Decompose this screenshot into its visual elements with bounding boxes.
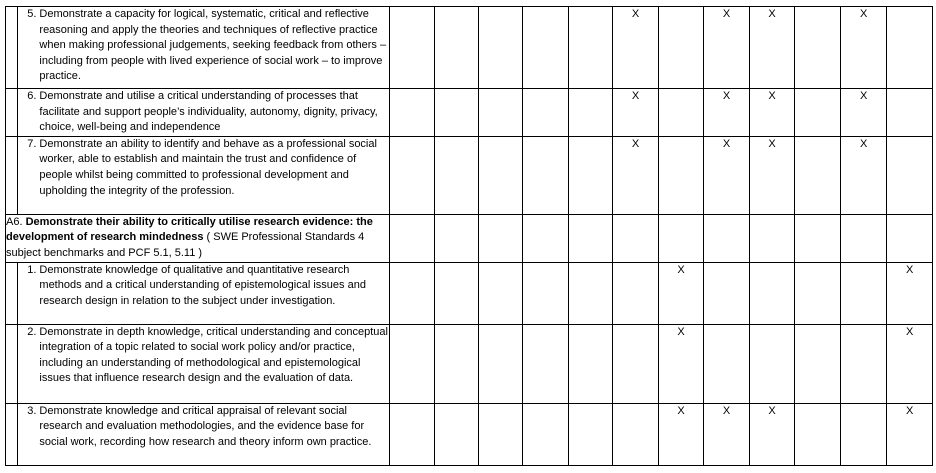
outcome-number: 1. [27, 263, 37, 276]
mapping-cell [887, 7, 933, 89]
outcome-description [18, 324, 389, 403]
mapping-cell [795, 136, 841, 214]
mapping-cell [435, 89, 478, 137]
outcome-number: 7. [27, 137, 37, 150]
mapping-cell [435, 324, 478, 403]
mapping-cell [795, 403, 841, 465]
mapping-cell [658, 214, 704, 262]
mapping-cell [478, 7, 522, 89]
mapping-cell [568, 7, 612, 89]
indent-cell [6, 324, 18, 403]
mapping-cell [389, 89, 435, 137]
outcome-description [18, 89, 389, 137]
mapping-cell [613, 262, 659, 324]
mapping-cell [389, 7, 435, 89]
mapping-cell: X [887, 403, 933, 465]
mapping-cell: X [704, 136, 750, 214]
mapping-cell [749, 214, 795, 262]
mapping-cell [749, 324, 795, 403]
mapping-cell: X [613, 89, 659, 137]
mapping-cell [523, 403, 569, 465]
outcome-number: 2. [27, 325, 37, 338]
section-title: Demonstrate their ability to critically utilise research evidence: the development of research mindedness [6, 215, 373, 244]
outcome-text: Demonstrate a capacity for logical, systematic, critical and reflective reasoning and apply the theories and techniques of reflective practice when making professional judgements, seeking feedback from others – including from people with lived experience of social work – to improve practice. [39, 8, 387, 83]
indent-cell [6, 262, 18, 324]
mapping-cell [568, 262, 612, 324]
mapping-cell [840, 262, 887, 324]
mapping-cell [887, 89, 933, 137]
outcome-description [18, 7, 389, 89]
section-heading [6, 214, 390, 262]
mapping-cell [435, 214, 478, 262]
outcome-number: 6. [27, 90, 37, 102]
mapping-cell [435, 7, 478, 89]
mapping-cell [478, 262, 522, 324]
mapping-cell [523, 7, 569, 89]
mapping-cell [478, 324, 522, 403]
mapping-cell [389, 136, 435, 214]
outcome-description [18, 136, 389, 214]
mapping-cell [658, 7, 704, 89]
mapping-cell [568, 89, 612, 137]
mapping-cell [389, 214, 435, 262]
outcome-row [6, 262, 933, 324]
mapping-cell [523, 324, 569, 403]
mapping-cell: X [840, 89, 887, 137]
mapping-cell [523, 89, 569, 137]
indent-cell [6, 7, 18, 89]
mapping-cell: X [887, 262, 933, 324]
mapping-cell: X [658, 403, 704, 465]
learning-outcomes-mapping-table [5, 6, 933, 466]
mapping-cell: X [840, 136, 887, 214]
outcome-row [6, 136, 933, 214]
indent-cell [6, 89, 18, 137]
mapping-cell [435, 262, 478, 324]
mapping-cell [478, 214, 522, 262]
mapping-cell [389, 324, 435, 403]
mapping-cell: X [749, 7, 795, 89]
mapping-cell [478, 89, 522, 137]
mapping-cell [749, 262, 795, 324]
outcome-number: 3. [27, 404, 37, 417]
mapping-cell [435, 136, 478, 214]
mapping-cell [613, 403, 659, 465]
indent-cell [6, 403, 18, 465]
mapping-cell [568, 214, 612, 262]
mapping-cell [840, 214, 887, 262]
mapping-cell [795, 262, 841, 324]
outcome-description [18, 403, 389, 465]
mapping-cell: X [658, 262, 704, 324]
mapping-cell: X [613, 136, 659, 214]
mapping-cell [389, 262, 435, 324]
mapping-cell: X [840, 7, 887, 89]
mapping-cell [658, 136, 704, 214]
mapping-cell: X [704, 403, 750, 465]
mapping-cell [704, 324, 750, 403]
mapping-cell [840, 324, 887, 403]
mapping-cell: X [658, 324, 704, 403]
mapping-cell: X [749, 136, 795, 214]
outcome-text: Demonstrate knowledge of qualitative and quantitative research methods and a critical understanding of epistemological issues and research design in relation to the subject under investigation. [39, 263, 366, 307]
mapping-cell: X [704, 7, 750, 89]
outcome-row [6, 403, 933, 465]
mapping-cell [887, 136, 933, 214]
section-reference: ( SWE Professional Standards 4 subject benchmarks and PCF 5.1, 5.11 ) [6, 231, 365, 259]
mapping-cell [478, 136, 522, 214]
section-code: A6. [6, 215, 26, 228]
outcome-description [18, 262, 389, 324]
mapping-cell: X [887, 324, 933, 403]
mapping-cell [704, 262, 750, 324]
mapping-cell: X [749, 89, 795, 137]
mapping-cell [795, 89, 841, 137]
mapping-cell [523, 136, 569, 214]
indent-cell [6, 136, 18, 214]
outcome-row [6, 7, 933, 89]
outcome-row [6, 324, 933, 403]
mapping-cell: X [704, 89, 750, 137]
outcome-text: Demonstrate in depth knowledge, critical understanding and conceptual integration of a topic related to social work policy and/or practice, including an understanding of methodological and epistemological issues that influence research design and the evaluation of data. [39, 325, 388, 385]
mapping-cell [568, 136, 612, 214]
mapping-cell [704, 214, 750, 262]
mapping-cell: X [749, 403, 795, 465]
mapping-cell [887, 214, 933, 262]
mapping-cell [658, 89, 704, 137]
mapping-cell [523, 262, 569, 324]
mapping-cell [568, 403, 612, 465]
mapping-cell [613, 214, 659, 262]
section-heading-row [6, 214, 933, 262]
mapping-cell [613, 324, 659, 403]
outcome-row [6, 89, 933, 137]
mapping-cell: X [613, 7, 659, 89]
mapping-cell [840, 403, 887, 465]
mapping-cell [568, 324, 612, 403]
mapping-cell [478, 403, 522, 465]
mapping-cell [795, 214, 841, 262]
outcome-text: Demonstrate and utilise a critical understanding of processes that facilitate and support people’s individuality, autonomy, dignity, privacy, choice, well-being and independence [39, 90, 378, 134]
mapping-cell [523, 214, 569, 262]
outcome-text: Demonstrate knowledge and critical appraisal of relevant social research and evaluation methodologies, and the evidence base for social work, recording how research and theory inform own practice. [39, 404, 372, 448]
mapping-cell [389, 403, 435, 465]
mapping-cell [795, 7, 841, 89]
outcome-text: Demonstrate an ability to identify and behave as a professional social worker, able to establish and maintain the trust and confidence of people whilst being committed to professional development and upholding the integrity of the profession. [39, 137, 377, 197]
mapping-cell [795, 324, 841, 403]
mapping-cell [435, 403, 478, 465]
outcome-number: 5. [27, 8, 37, 20]
